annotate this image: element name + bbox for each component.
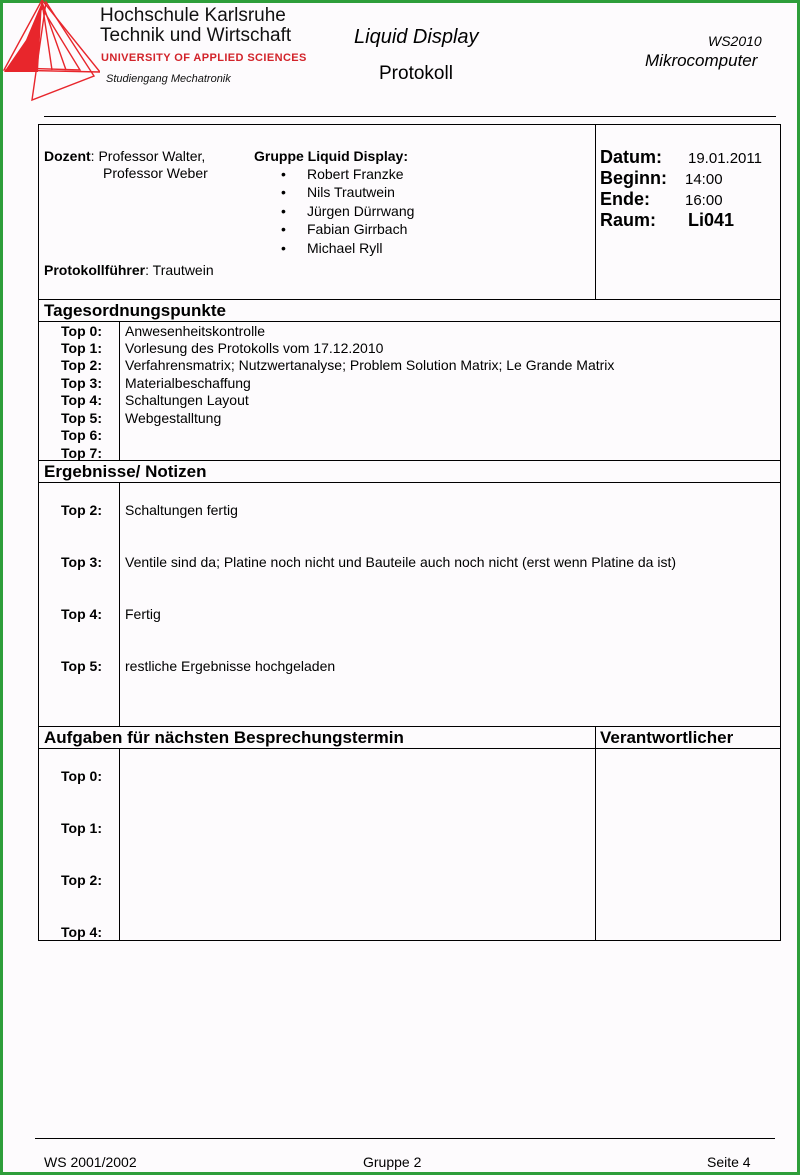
member-item: Michael Ryll bbox=[307, 240, 383, 256]
divider bbox=[119, 748, 120, 941]
agenda-item-text: Schaltungen Layout bbox=[125, 392, 249, 408]
task-top-label: Top 2: bbox=[61, 872, 102, 888]
university-logo bbox=[2, 0, 100, 104]
logo-slanted-triangle bbox=[32, 2, 94, 100]
divider bbox=[119, 321, 120, 460]
beginn-value: 14:00 bbox=[685, 171, 723, 188]
agenda-top-label: Top 2: bbox=[61, 357, 102, 373]
document-subtitle: Protokoll bbox=[379, 63, 453, 84]
bullet-icon: • bbox=[281, 166, 286, 182]
agenda-item-text: Vorlesung des Protokolls vom 17.12.2010 bbox=[125, 340, 384, 356]
agenda-top-label: Top 6: bbox=[61, 427, 102, 443]
beginn-label: Beginn: bbox=[600, 168, 667, 188]
result-top-label: Top 5: bbox=[61, 658, 102, 674]
group-label: Gruppe Liquid Display: bbox=[254, 148, 409, 164]
agenda-heading: Tagesordnungspunkte bbox=[44, 301, 226, 320]
protocol-table bbox=[38, 124, 781, 941]
subject-label: Mikrocomputer bbox=[645, 51, 758, 70]
divider bbox=[119, 482, 120, 726]
member-item: Robert Franzke bbox=[307, 166, 404, 182]
datum-value: 19.01.2011 bbox=[688, 150, 762, 167]
task-top-label: Top 1: bbox=[61, 820, 102, 836]
recorder-row: Protokollführer: Trautwein bbox=[44, 262, 214, 278]
agenda-item-text: Webgestalltung bbox=[125, 410, 222, 426]
divider bbox=[38, 321, 781, 322]
recorder-name: Trautwein bbox=[152, 262, 214, 278]
term-label: WS2010 bbox=[708, 33, 762, 49]
task-top-label: Top 0: bbox=[61, 768, 102, 784]
divider bbox=[595, 726, 596, 941]
agenda-top-label: Top 4: bbox=[61, 392, 102, 408]
ende-label: Ende: bbox=[600, 189, 651, 209]
member-item: Nils Trautwein bbox=[307, 184, 395, 200]
divider bbox=[38, 482, 781, 483]
responsible-heading: Verantwortlicher bbox=[600, 728, 734, 747]
footer-term: WS 2001/2002 bbox=[44, 1154, 137, 1170]
university-name-line1: Hochschule Karlsruhe bbox=[100, 5, 286, 26]
bullet-icon: • bbox=[281, 240, 286, 256]
university-name-line2: Technik und Wirtschaft bbox=[100, 25, 292, 46]
raum-label: Raum: bbox=[600, 210, 657, 230]
logo-solid-shape bbox=[4, 2, 42, 72]
result-top-label: Top 2: bbox=[61, 502, 102, 518]
result-top-label: Top 4: bbox=[61, 606, 102, 622]
raum-value: Li041 bbox=[688, 210, 735, 230]
results-heading: Ergebnisse/ Notizen bbox=[44, 462, 207, 481]
tasks-heading: Aufgaben für nächsten Besprechungstermin bbox=[44, 728, 404, 747]
agenda-top-label: Top 1: bbox=[61, 340, 102, 356]
bullet-icon: • bbox=[281, 221, 286, 237]
footer-divider bbox=[35, 1138, 775, 1139]
dozent-label: Dozent bbox=[44, 148, 91, 164]
document-title: Liquid Display bbox=[354, 26, 479, 48]
dozent-row: Dozent: Professor Walter, bbox=[44, 148, 206, 164]
agenda-top-label: Top 0: bbox=[61, 323, 102, 339]
result-text: restliche Ergebnisse hochgeladen bbox=[125, 658, 336, 674]
result-text: Fertig bbox=[125, 606, 161, 622]
divider bbox=[38, 460, 781, 461]
agenda-item-text: Verfahrensmatrix; Nutzwertanalyse; Problem Solution Matrix; Le Grande Matrix bbox=[125, 357, 615, 373]
footer-page-number: Seite 4 bbox=[707, 1154, 751, 1170]
divider bbox=[38, 748, 781, 749]
dozent-name-1: Professor Walter, bbox=[98, 148, 206, 164]
task-top-label: Top 4: bbox=[61, 924, 102, 940]
program-name: Studiengang Mechatronik bbox=[106, 73, 231, 85]
bullet-icon: • bbox=[281, 203, 286, 219]
member-item: Jürgen Dürrwang bbox=[307, 203, 415, 219]
dozent-name-2: Professor Weber bbox=[103, 165, 208, 181]
footer-group: Gruppe 2 bbox=[363, 1154, 422, 1170]
member-item: Fabian Girrbach bbox=[307, 221, 408, 237]
result-text: Ventile sind da; Platine noch nicht und Bauteile auch noch nicht (erst wenn Platine da ist) bbox=[125, 554, 677, 570]
agenda-top-label: Top 7: bbox=[61, 445, 102, 461]
agenda-item-text: Anwesenheitskontrolle bbox=[125, 323, 266, 339]
datum-label: Datum: bbox=[600, 147, 662, 167]
result-text: Schaltungen fertig bbox=[125, 502, 238, 518]
agenda-top-label: Top 3: bbox=[61, 375, 102, 391]
header-divider bbox=[44, 116, 776, 117]
agenda-top-label: Top 5: bbox=[61, 410, 102, 426]
university-name-line3: UNIVERSITY OF APPLIED SCIENCES bbox=[101, 52, 307, 64]
divider bbox=[38, 726, 781, 727]
divider bbox=[38, 299, 781, 300]
agenda-item-text: Materialbeschaffung bbox=[125, 375, 251, 391]
divider bbox=[595, 124, 596, 299]
result-top-label: Top 3: bbox=[61, 554, 102, 570]
ende-value: 16:00 bbox=[685, 192, 723, 209]
recorder-label: Protokollführer bbox=[44, 262, 146, 278]
bullet-icon: • bbox=[281, 184, 286, 200]
